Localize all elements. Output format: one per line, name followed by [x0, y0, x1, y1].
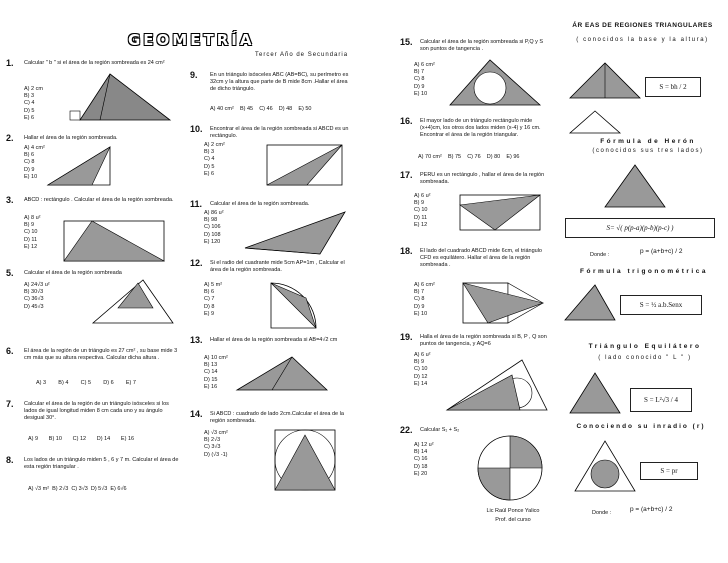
problem-options: A) √3 m² B) 2√3 C) 3√3 D) 5√3 E) 6√6 [28, 486, 127, 492]
figure-circle [470, 432, 550, 504]
figure-triangle-angle [560, 280, 620, 325]
problem-text: ABCD : rectángulo . Calcular el área de la región sombreada. [24, 197, 174, 203]
problem-text: PERU es un rectángulo , hallar el área de la región sombreada. [420, 172, 545, 186]
section-title: Fórmula de Herón [600, 138, 696, 145]
problem-options: A) 10 cm² B) 13 C) 14 D) 15 E) 16 [204, 355, 228, 390]
figure-triangle-abc [600, 162, 670, 212]
figure-triangle-sides [565, 108, 625, 138]
problem-text: Calcular el área de la región de un triángulo isósceles si los lados de igual longitud miden 8 cm cada uno y su ángulo desigual 30°. [24, 401, 169, 422]
figure-rectangle [262, 140, 352, 188]
figure-rectangle [62, 215, 172, 265]
figure-triangle [240, 210, 350, 260]
problem-options: A) 8 u² B) 9 C) 10 D) 11 E) 12 [24, 215, 41, 250]
problem-text: Calcular S₁ + S₂ [420, 427, 460, 433]
problem-number: 13. [190, 335, 203, 345]
problem-number: 2. [6, 133, 14, 143]
problem-number: 10. [190, 124, 203, 134]
section-subtitle: (conocidos sus tres lados) [592, 148, 704, 154]
formula-inradius: S = pr [640, 462, 698, 480]
problem-number: 22. [400, 425, 413, 435]
problem-options: A) 24√3 u² B) 30√3 C) 36√3 D) 45√3 [24, 282, 50, 310]
formula-base-height: S = bh / 2 [645, 77, 701, 97]
problem-number: 12. [190, 258, 203, 268]
problem-number: 14. [190, 409, 203, 419]
problem-number: 6. [6, 346, 14, 356]
problem-options: A) 40 cm² B) 45 C) 46 D) 48 E) 50 [210, 106, 312, 112]
problem-number: 9. [190, 70, 198, 80]
formula-trig: S = ½ a.b.Senx [620, 295, 702, 315]
label-donde: Donde : [590, 252, 610, 258]
problem-text: Hallar el área de la región sombreada si AB=4√2 cm [210, 337, 338, 343]
problem-text: Encontrar el área de la región sombreada si ABCD es un rectángulo. [210, 126, 349, 140]
section-subtitle: ( conocidos la base y la altura) [576, 37, 709, 43]
problem-number: 18. [400, 246, 413, 256]
page-subtitle: Tercer Año de Secundaria [255, 52, 349, 58]
problem-options: A) 6 u² B) 9 C) 10 D) 11 E) 12 [414, 193, 431, 228]
problem-options: A) 12 u² B) 14 C) 16 D) 18 E) 20 [414, 442, 434, 477]
figure-triangle-base-height [565, 58, 645, 103]
problem-options: A) 86 u² B) 98 C) 106 D) 108 E) 120 [204, 210, 224, 245]
figure-triangle [88, 278, 178, 328]
problem-number: 5. [6, 268, 14, 278]
section-title: Triángulo Equilátero [588, 343, 702, 350]
problem-text: El mayor lado de un triángulo rectángulo mide (x+4)cm, los otros dos lados miden (x-4) y 16 cm. Encontrar el área de la región triangular. [420, 118, 541, 139]
problem-number: 17. [400, 170, 413, 180]
problem-text: Calcular el área de la región sombreada [24, 270, 122, 276]
problem-number: 11. [190, 199, 203, 209]
figure-square-circle [270, 425, 340, 495]
figure-inradius [570, 436, 640, 496]
figure-triangle [70, 72, 180, 127]
problem-text: El lado del cuadrado ABCD mide 6cm, el triángulo CFD es equilátero. Hallar el área de la región sombreada . [420, 248, 542, 269]
formula-heron: S= √( p(p-a)(p-b)(p-c) ) [565, 218, 715, 238]
problem-number: 7. [6, 399, 14, 409]
problem-text: Hallar el área de la región sombreada. [24, 135, 118, 141]
problem-options: A) 2 cm B) 3 C) 4 D) 5 E) 6 [24, 86, 43, 121]
problem-text: Si ABCD : cuadrado de lado 2cm.Calcular el área de la región sombreada. [210, 411, 344, 425]
section-title: ÁR EAS DE REGIONES TRIANGULARES [572, 22, 713, 29]
section-title: Conociendo su inradio (r) [576, 423, 706, 430]
problem-number: 1. [6, 58, 14, 68]
problem-text: Los lados de un triángulo miden 5 , 6 y 7 m. Calcular el área de esta región triangular . [24, 457, 179, 471]
problem-options: A) 6 u² B) 9 C) 10 D) 12 E) 14 [414, 352, 431, 387]
label-donde: Donde : [592, 510, 612, 516]
figure-triangle [232, 352, 332, 394]
formula-semiperimeter: p = (a+b+c) / 2 [640, 248, 683, 255]
problem-number: 15. [400, 37, 413, 47]
problem-text: Halla el área de la región sombreada si B, P , Q son puntos de tangencia, y AQ=6 [420, 334, 547, 348]
figure-square-triangle [458, 278, 553, 328]
problem-text: Calcular " b " si el área de la región sombreada es 24 cm² [24, 60, 165, 66]
problem-number: 19. [400, 332, 413, 342]
problem-options: A) 5 m² B) 6 C) 7 D) 8 E) 9 [204, 282, 223, 317]
section-subtitle: ( lado conocido " L " ) [598, 355, 692, 361]
problem-number: 3. [6, 195, 14, 205]
formula-semiperimeter: p = (a+b+c) / 2 [630, 506, 673, 513]
figure-quadrant [266, 278, 336, 333]
section-title: Fórmula trigonométrica [580, 268, 708, 275]
problem-options: A) 6 cm² B) 7 C) 8 D) 9 E) 10 [414, 62, 435, 97]
figure-rectangle [455, 190, 545, 235]
author-role: Prof. del curso [495, 517, 531, 523]
problem-text: En un triángulo isósceles ABC (AB=BC), su perímetro es 32cm y la altura que parte de B mide 8cm .Hallar el área de dicho triángulo. [210, 72, 349, 93]
problem-options: A) √3 cm² B) 2√3 C) 3√3 D) (√3 -1) [204, 430, 228, 458]
figure-triangle [40, 145, 130, 190]
problem-text: El área de la región de un triángulo es 27 cm² , su base mide 3 cm más que su altura respectiva. Calcular dicha altura . [24, 348, 178, 362]
problem-options: A) 70 cm² B) 75 C) 76 D) 80 E) 96 [418, 154, 520, 160]
problem-options: A) 3 B) 4 C) 5 D) 6 E) 7 [36, 380, 136, 386]
page-title: GEOMETRÍA [128, 31, 255, 49]
figure-triangle-circle [445, 55, 545, 110]
problem-text: Si el radio del cuadrante mide 5cm AP=1m , Calcular el área de la región sombreada. [210, 260, 345, 274]
problem-options: A) 4 cm² B) 6 C) 8 D) 9 E) 10 [24, 145, 45, 180]
figure-equilateral [565, 368, 625, 418]
author-name: Lic Raúl Ponce Yalico [486, 508, 540, 514]
problem-text: Calcular el área de la región sombreada. [210, 201, 310, 207]
problem-text: Calcular el área de la región sombreada si P,Q y S son puntos de tangencia . [420, 39, 544, 53]
figure-triangle-circle [442, 355, 552, 415]
problem-options: A) 2 cm² B) 3 C) 4 D) 5 E) 6 [204, 142, 225, 177]
problem-options: A) 9 B) 10 C) 12 D) 14 E) 16 [28, 436, 135, 442]
formula-equilateral: S = L²√3 / 4 [630, 388, 692, 412]
problem-number: 16. [400, 116, 413, 126]
problem-number: 8. [6, 455, 14, 465]
problem-options: A) 6 cm² B) 7 C) 8 D) 9 E) 10 [414, 282, 435, 317]
